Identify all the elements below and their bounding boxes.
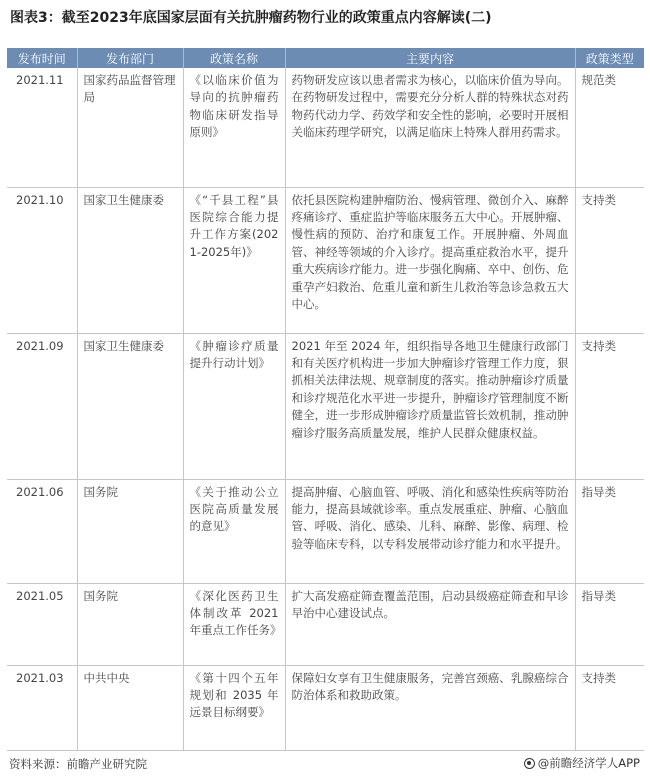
header-content: 主要内容 bbox=[285, 48, 575, 68]
cell-policy: 《肿瘤诊疗质量提升行动计划》 bbox=[183, 333, 285, 479]
header-dept: 发布部门 bbox=[77, 48, 183, 68]
cell-dept: 国家药品监督管理局 bbox=[77, 68, 183, 187]
cell-content: 提高肿瘤、心脑血管、呼吸、消化和感染性疾病等防治能力，提高县域就诊率。重点发展重症、肿瘤、心脑血管、呼吸、消化、感染、儿科、麻醉、影像、病理、检验等临床专科，以专科发展带动诊疗能力和水平提升。 bbox=[285, 479, 575, 583]
cell-type: 支持类 bbox=[575, 665, 644, 750]
cell-type: 指导类 bbox=[575, 583, 644, 665]
source-note: 资料来源：前瞻产业研究院 bbox=[9, 757, 147, 771]
policy-table bbox=[7, 48, 644, 751]
cell-dept: 国家卫生健康委 bbox=[77, 187, 183, 333]
brand-logo-icon bbox=[524, 758, 535, 769]
table-row bbox=[7, 68, 644, 187]
header-type: 政策类型 bbox=[575, 48, 644, 68]
policy-table-wrapper bbox=[7, 48, 644, 751]
cell-type: 支持类 bbox=[575, 187, 644, 333]
table-row bbox=[7, 479, 644, 583]
cell-type: 规范类 bbox=[575, 68, 644, 187]
cell-policy: 《第十四个五年规划和 2035 年远景目标纲要》 bbox=[183, 665, 285, 750]
table-row bbox=[7, 583, 644, 665]
table-header-row bbox=[7, 48, 644, 68]
header-date: 发布时间 bbox=[7, 48, 77, 68]
table-row bbox=[7, 665, 644, 750]
cell-content: 扩大高发癌症筛查覆盖范围，启动县级癌症筛查和早诊早治中心建设试点。 bbox=[285, 583, 575, 665]
cell-date: 2021.05 bbox=[7, 583, 77, 665]
cell-policy: 《以临床价值为导向的抗肿瘤药物临床研发指导原则》 bbox=[183, 68, 285, 187]
cell-content: 2021 年至 2024 年，组织指导各地卫生健康行政部门和有关医疗机构进一步加大肿瘤诊疗管理工作力度，狠抓相关法律法规、规章制度的落实。推动肿瘤诊疗质量和诊疗规范化水平进一步提升，肿瘤诊疗管理制度不断健全，进一步形成肿瘤诊疗质量监管长效机制，推动肿瘤诊疗服务高质量发展，维护人民群众健康权益。 bbox=[285, 333, 575, 479]
cell-dept: 国家卫生健康委 bbox=[77, 333, 183, 479]
cell-content: 依托县医院构建肿瘤防治、慢病管理、微创介入、麻醉疼痛诊疗、重症监护等临床服务五大中心。开展肿瘤、慢性病的预防、治疗和康复工作。开展肿瘤、外周血管、神经等领域的介入诊疗。提高重症救治水平，提升重大疾病诊疗能力。进一步强化胸痛、卒中、创伤、危重孕产妇救治、危重儿童和新生儿救治等急诊急救五大中心。 bbox=[285, 187, 575, 333]
cell-dept: 国务院 bbox=[77, 583, 183, 665]
brand-credit bbox=[524, 755, 640, 771]
cell-content: 保障妇女享有卫生健康服务，完善宫颈癌、乳腺癌综合防治体系和救助政策。 bbox=[285, 665, 575, 750]
cell-content: 药物研发应该以患者需求为核心，以临床价值为导向。在药物研发过程中，需要充分分析人群的特殊状态对药物药代动力学、药效学和安全性的影响，必要时开展相关临床药理学研究，以满足临床上特殊人群用药需求。 bbox=[285, 68, 575, 187]
cell-dept: 中共中央 bbox=[77, 665, 183, 750]
chart-title: 图表3：截至2023年底国家层面有关抗肿瘤药物行业的政策重点内容解读(二) bbox=[10, 10, 492, 26]
cell-date: 2021.11 bbox=[7, 68, 77, 187]
cell-policy: 《“千县工程”县医院综合能力提升工作方案(2021-2025年)》 bbox=[183, 187, 285, 333]
cell-date: 2021.06 bbox=[7, 479, 77, 583]
cell-date: 2021.03 bbox=[7, 665, 77, 750]
cell-dept: 国务院 bbox=[77, 479, 183, 583]
cell-date: 2021.10 bbox=[7, 187, 77, 333]
cell-type: 支持类 bbox=[575, 333, 644, 479]
cell-date: 2021.09 bbox=[7, 333, 77, 479]
cell-policy: 《关于推动公立医院高质量发展的意见》 bbox=[183, 479, 285, 583]
table-row bbox=[7, 187, 644, 333]
brand-text: @前瞻经济学人APP bbox=[537, 756, 640, 770]
table-row bbox=[7, 333, 644, 479]
header-policy: 政策名称 bbox=[183, 48, 285, 68]
cell-policy: 《深化医药卫生体制改革 2021 年重点工作任务》 bbox=[183, 583, 285, 665]
cell-type: 指导类 bbox=[575, 479, 644, 583]
